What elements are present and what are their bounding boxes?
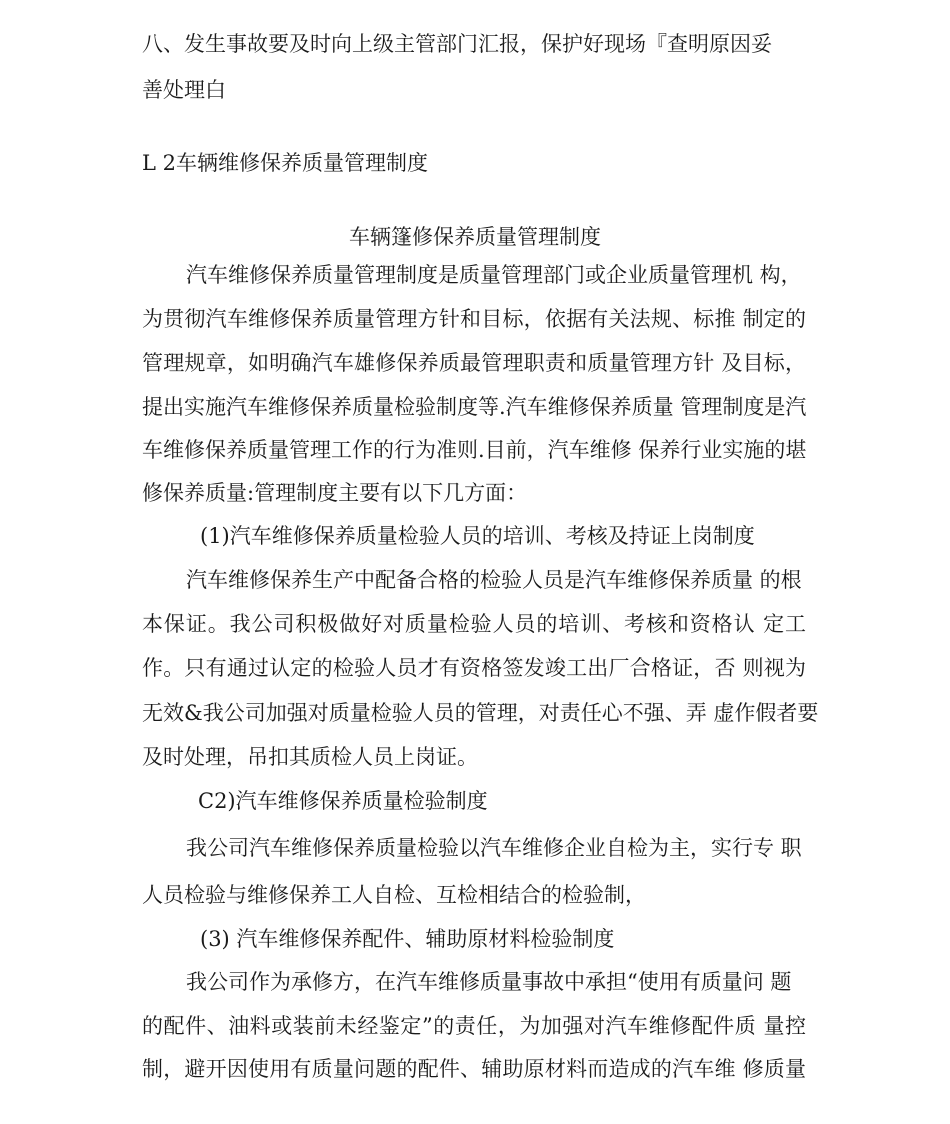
paragraph-line: 修保养质量:管理制度主要有以下几方面： bbox=[142, 481, 528, 505]
text-line: 善处理白 bbox=[142, 78, 226, 102]
subheading: (1)汽车维修保养质量检验人员的培训、考核及持证上岗制度 bbox=[200, 524, 755, 548]
paragraph-line: 车维修保养质量管理工作的行为准则.目前，汽车维修 保养行业实施的堪 bbox=[142, 438, 807, 462]
paragraph-line: 我公司汽车维修保养质量检验以汽车维修企业自检为主，实行专 职 bbox=[186, 836, 802, 860]
section-heading: L 2车辆维修保养质量管理制度 bbox=[142, 151, 428, 175]
paragraph-line: 作。只有通过认定的检验人员才有资格签发竣工出厂合格证，否 则视为 bbox=[142, 656, 806, 680]
paragraph-line: 无效&我公司加强对质量检验人员的管理，对责任心不强、弄 虚作假者要 bbox=[142, 701, 819, 725]
document-title: 车辆篷修保养质量管理制度 bbox=[349, 225, 601, 249]
paragraph-line: 制，避开因使用有质量问题的配件、辅助原材料而造成的汽车维 修质量 bbox=[142, 1057, 806, 1081]
text-line: 八、发生事故要及时向上级主管部门汇报，保护好现场『查明原因妥 bbox=[142, 32, 772, 56]
paragraph-line: 为贯彻汽车维修保养质量管理方针和目标，依据有关法规、标推 制定的 bbox=[142, 307, 806, 331]
paragraph-line: 本保证。我公司积极做好对质量检验人员的培训、考核和资格认 定工 bbox=[142, 612, 806, 636]
paragraph-line: 的配件、油料或装前未经鉴定”的责任，为加强对汽车维修配件质 量控 bbox=[142, 1014, 806, 1038]
subheading: C2)汽车维修保养质量检验制度 bbox=[198, 789, 488, 813]
subheading: (3) 汽车维修保养配件、辅助原材料检验制度 bbox=[200, 927, 615, 951]
paragraph-line: 我公司作为承修方，在汽车维修质量事故中承担“使用有质量问 题 bbox=[186, 970, 792, 994]
paragraph-line: 及时处理，吊扣其质检人员上岗证。 bbox=[142, 745, 478, 769]
paragraph-line: 人员检验与维修保养工人自检、互检相结合的检验制， bbox=[142, 883, 646, 907]
paragraph-line: 提出实施汽车维修保养质量检验制度等.汽车维修保养质量 管理制度是汽 bbox=[142, 395, 807, 419]
paragraph-line: 管理规章，如明确汽车雄修保养质最管理职责和质量管理方针 及目标， bbox=[142, 351, 806, 375]
paragraph-line: 汽车维修保养生产中配备合格的检验人员是汽车维修保养质量 的根 bbox=[186, 568, 802, 592]
paragraph-line: 汽车维修保养质量管理制度是质量管理部门或企业质量管理机 构， bbox=[186, 263, 802, 287]
